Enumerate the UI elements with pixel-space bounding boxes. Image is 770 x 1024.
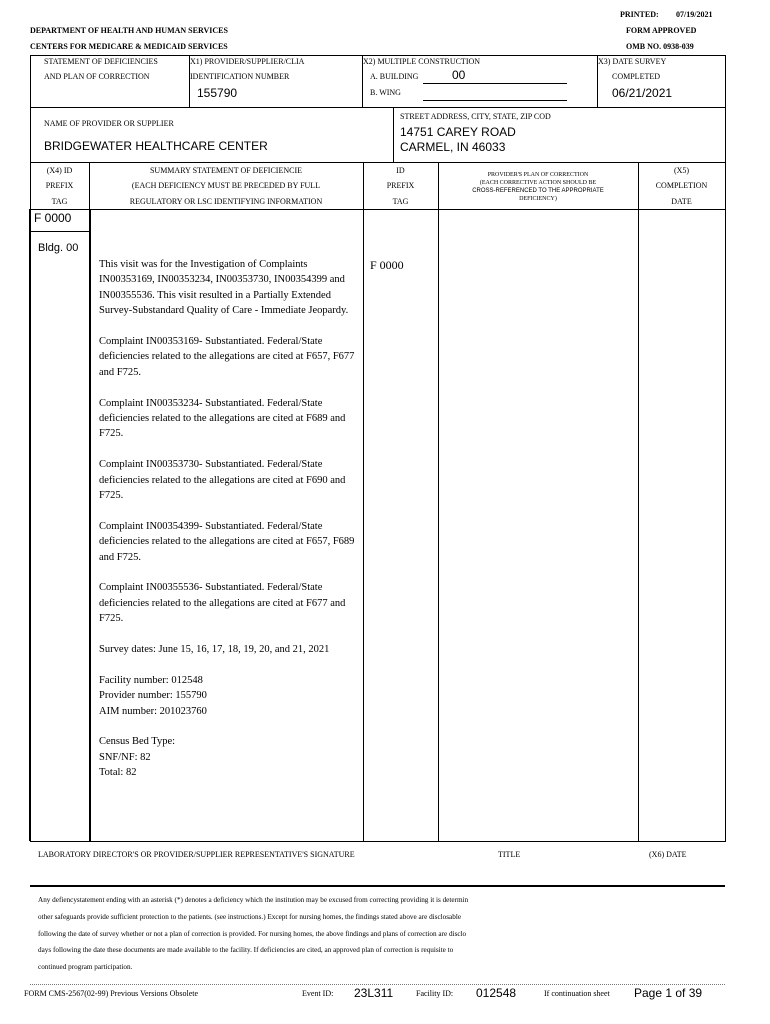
- id-block-top-border: [30, 55, 726, 56]
- a-building-label: A. BUILDING: [370, 72, 419, 81]
- address-line-2: CARMEL, IN 46033: [400, 140, 506, 154]
- summary-label-1: SUMMARY STATEMENT OF DEFICIENCIE: [149, 166, 303, 175]
- omb-number: OMB NO. 0938-039: [626, 42, 694, 51]
- census-total-line: Total: 82: [99, 767, 137, 779]
- column-header-bottom-border: [30, 209, 726, 210]
- printed-date: 07/19/2021: [676, 10, 713, 19]
- summary-paragraph: This visit was for the Investigation of Complaints IN00353169, IN00353234, IN00353730, IN00354399 and IN00355536. This visit resulted in a Partially Extended Survey-Substandard Quality of Care - Immediate Jeopardy.: [99, 259, 349, 317]
- summary-paragraph: Complaint IN00353234- Substantiated. Federal/State deficiencies related to the allegations are cited at F689 and F725.: [99, 397, 346, 440]
- col-divider-summary: [363, 162, 364, 841]
- summary-statement: [99, 257, 357, 796]
- disclaimer-line: Any defiencystatement ending with an asterisk (*) denotes a deficiency which the institution may be excused from correcting providing it is determin: [38, 896, 469, 904]
- disclaimer: [38, 892, 728, 976]
- event-id: 23L311: [354, 986, 394, 1000]
- col-divider-id: [438, 162, 439, 841]
- x4-label-1: (X4) ID: [46, 166, 73, 175]
- id-label-2: PREFIX: [386, 181, 415, 190]
- plan-label-4: DEFICIENCY): [519, 196, 557, 202]
- form-number: FORM CMS-2567(02-99) Previous Versions Obsolete: [24, 989, 199, 998]
- right-border-upper: [725, 55, 726, 163]
- continuation-label: If continuation sheet: [544, 989, 610, 998]
- facility-info: [99, 673, 357, 719]
- facility-id-label: Facility ID:: [416, 989, 454, 998]
- footer-rule: [30, 984, 725, 985]
- disclaimer-top-rule: [30, 885, 725, 887]
- survey-date: 06/21/2021: [612, 86, 673, 100]
- printed-label: PRINTED:: [620, 10, 659, 19]
- event-id-label: Event ID:: [302, 989, 334, 998]
- id-block-bottom-border: [30, 107, 726, 108]
- x4-label-2: PREFIX: [45, 181, 74, 190]
- col-divider-plan: [638, 162, 639, 841]
- summary-paragraph: Survey dates: June 15, 16, 17, 18, 19, 20, and 21, 2021: [99, 644, 330, 656]
- page-number: Page 1 of 39: [634, 986, 703, 1000]
- id-label-3: TAG: [392, 197, 409, 206]
- signature-label: LABORATORY DIRECTOR'S OR PROVIDER/SUPPLIER REPRESENTATIVE'S SIGNATURE: [38, 850, 355, 859]
- disclaimer-line: continued program participation.: [38, 963, 133, 972]
- disclaimer-line: following the date of survey whether or not a plan of correction is provided. For nursing homes, the above findings and plans of correction are disclo: [38, 929, 467, 938]
- provider-number-line: Provider number: 155790: [99, 690, 207, 702]
- x1-label-1: X1) PROVIDER/SUPPLIER/CLIA: [190, 57, 305, 66]
- x3-label-1: X3) DATE SURVEY: [598, 57, 667, 66]
- summary-paragraph: Complaint IN00353730- Substantiated. Federal/State deficiencies related to the allegations are cited at F690 and F725.: [99, 459, 346, 502]
- x6-date-label: (X6) DATE: [649, 850, 687, 859]
- aim-number-line: AIM number: 201023760: [99, 705, 207, 717]
- department-name: DEPARTMENT OF HEALTH AND HUMAN SERVICES: [30, 26, 228, 35]
- col-divider-prefix-header: [89, 162, 90, 209]
- plan-label-1: PROVIDER'S PLAN OF CORRECTION: [487, 172, 589, 178]
- id-label-1: ID: [396, 166, 405, 175]
- x5-label-1: (X5): [673, 166, 690, 175]
- a-building-value: 00: [452, 68, 466, 82]
- summary-label-2: (EACH DEFICIENCY MUST BE PRECEDED BY FULL: [131, 181, 321, 190]
- provider-address-divider: [393, 107, 394, 162]
- facility-number-line: Facility number: 012548: [99, 674, 203, 686]
- disclaimer-line: days following the date these documents are made available to the facility. If deficiencies are cited, an approved plan of correction is requisite to: [38, 946, 454, 955]
- tag-row-divider: [30, 231, 89, 232]
- provider-name-label: NAME OF PROVIDER OR SUPPLIER: [44, 119, 174, 128]
- title-label: TITLE: [498, 850, 521, 859]
- x1-label-2: IDENTIFICATION NUMBER: [190, 72, 290, 81]
- left-border-upper: [30, 55, 31, 163]
- census-info: [99, 734, 357, 780]
- statement-label-1: STATEMENT OF DEFICIENCIES: [44, 57, 158, 66]
- plan-label-3: CROSS-REFERENCED TO THE APPROPRIATE: [472, 188, 604, 194]
- b-wing-label: B. WING: [370, 88, 401, 97]
- left-tag: F 0000: [34, 211, 72, 225]
- x3-label-2: COMPLETED: [612, 72, 660, 81]
- summary-paragraph: Complaint IN00354399- Substantiated. Federal/State deficiencies related to the allegations are cited at F657, F689 and F725.: [99, 520, 355, 563]
- x4-label-3: TAG: [51, 197, 68, 206]
- provider-number: 155790: [197, 86, 238, 100]
- summary-paragraph: Complaint IN00353169- Substantiated. Federal/State deficiencies related to the allegations are cited at F657, F677 and F725.: [99, 336, 355, 378]
- census-snf-line: SNF/NF: 82: [99, 751, 151, 763]
- centers-name: CENTERS FOR MEDICARE & MEDICAID SERVICES: [30, 42, 228, 51]
- address-line-1: 14751 CAREY ROAD: [400, 125, 516, 139]
- address-label: STREET ADDRESS, CITY, STATE, ZIP COD: [400, 112, 551, 121]
- col-divider-prefix-body: [89, 209, 91, 841]
- body-bottom-border: [30, 841, 726, 842]
- summary-paragraph: Complaint IN00355536- Substantiated. Federal/State deficiencies related to the allegations are cited at F677 and F725.: [99, 582, 346, 625]
- left-border-body: [29, 209, 31, 841]
- building-label: Bldg. 00: [38, 242, 79, 254]
- disclaimer-line: other safeguards provide sufficient protection to the patients. (see instructions.) Except for nursing homes, the findings stated above are disclosable: [38, 912, 462, 921]
- statement-label-2: AND PLAN OF CORRECTION: [44, 72, 150, 81]
- x2-label: X2) MULTIPLE CONSTRUCTION: [363, 57, 481, 66]
- provider-name: BRIDGEWATER HEALTHCARE CENTER: [44, 139, 268, 153]
- right-border-body: [725, 162, 726, 841]
- summary-label-3: REGULATORY OR LSC IDENTIFYING INFORMATION: [129, 197, 323, 206]
- x5-label-3: DATE: [671, 197, 692, 206]
- plan-label-2: (EACH CORRECTIVE ACTION SHOULD BE: [479, 180, 597, 186]
- census-bed-type-line: Census Bed Type:: [99, 736, 176, 748]
- provider-block-bottom-border: [30, 162, 726, 163]
- form-approved: FORM APPROVED: [626, 26, 697, 35]
- facility-id: 012548: [476, 986, 517, 1000]
- b-wing-underline: [423, 100, 567, 101]
- right-tag: F 0000: [370, 258, 404, 272]
- x5-label-2: COMPLETION: [655, 181, 708, 190]
- a-building-underline: [423, 83, 567, 84]
